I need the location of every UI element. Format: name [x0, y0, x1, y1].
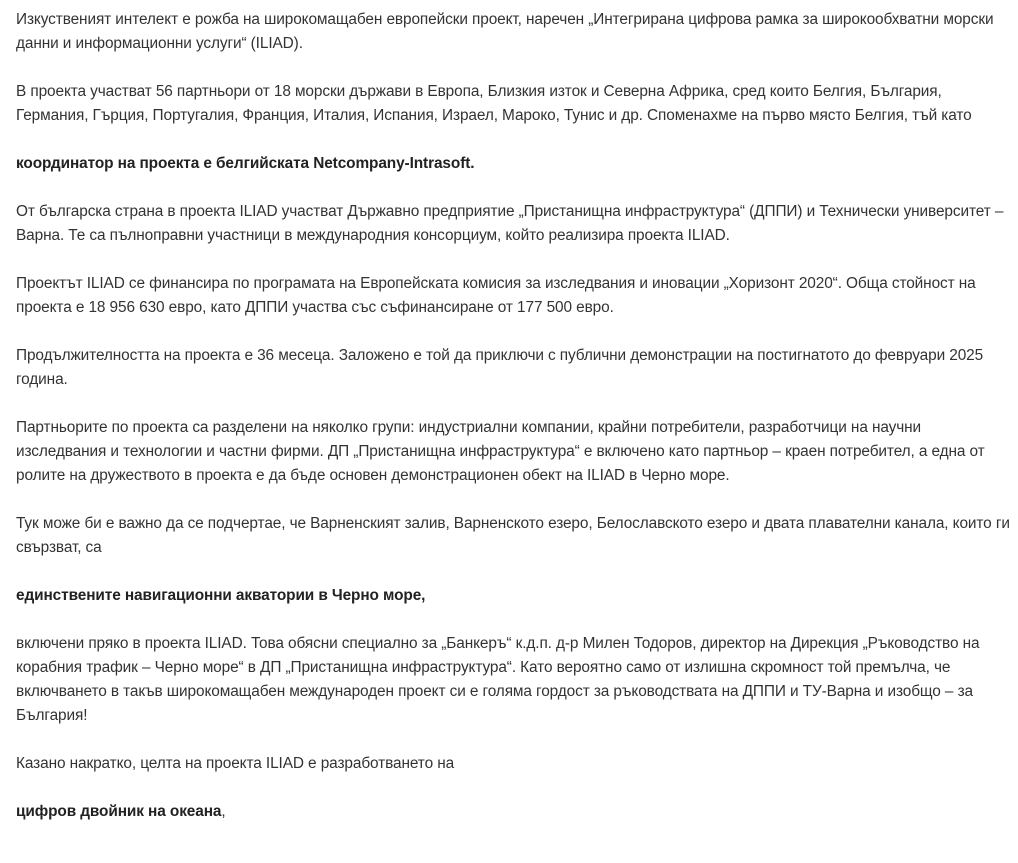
- paragraph-digital-twin: [16, 800, 1012, 824]
- paragraph-varna-waters: Тук може би е важно да се подчертае, че Варненският залив, Варненското езеро, Белославското езеро и двата плавателни канала, които ги свързват, са: [16, 515, 1010, 556]
- paragraph-duration: Продължителността на проекта е 36 месеца. Заложено е той да приключи с публични демонстрации на постигнатото до февруари 2025 година.: [16, 347, 984, 388]
- paragraph-intro: Изкуственият интелект е рожба на широкомащабен европейски проект, наречен „Интегрирана цифрова рамка за широкообхватни морски данни и информационни услуги“ (ILIAD).: [16, 11, 994, 52]
- paragraph-coordinator: [16, 152, 1012, 176]
- paragraph-funding: Проектът ILIAD се финансира по програмата на Европейската комисия за изследвания и иновации „Хоризонт 2020“. Обща стойност на проекта е 18 956 630 евро, като ДППИ участва със съфинансиране от 177 500 евро.: [16, 275, 976, 316]
- digital-twin-highlight: цифров двойник на океана: [16, 803, 222, 820]
- paragraph-goal: Казано накратко, целта на проекта ILIAD е разработването на: [16, 755, 455, 772]
- coordinator-highlight: координатор на проекта е белгийската Netcompany-Intrasoft.: [16, 155, 475, 172]
- article-body: [16, 8, 1012, 848]
- paragraph-navigation-highlight: [16, 584, 1012, 608]
- navigation-highlight: единствените навигационни акватории в Черно море,: [16, 587, 426, 604]
- paragraph-interview: включени пряко в проекта ILIAD. Това обясни специално за „Банкеръ“ к.д.п. д-р Милен Тодоров, директор на Дирекция „Ръководство на корабния трафик – Черно море“ в ДП „Пристанищна инфраструктура“. Като вероятно само от излишна скромност той премълча, че включването в такъв широкомащабен международен проект си е голяма гордост за ръководствата на ДППИ и ТУ-Варна и изобщо – за България!: [16, 635, 980, 724]
- paragraph-bulgarian-participants: От българска страна в проекта ILIAD участват Държавно предприятие „Пристанищна инфраструктура“ (ДППИ) и Технически университет – Варна. Те са пълноправни участници в международния консорциум, който реализира проекта ILIAD.: [16, 203, 1004, 244]
- digital-twin-tail: ,: [221, 803, 226, 820]
- paragraph-partner-groups: Партньорите по проекта са разделени на няколко групи: индустриални компании, крайни потребители, разработчици на научни изследвания и технологии и частни фирми. ДП „Пристанищна инфраструктура“ е включено като партньор – краен потребител, а една от ролите на дружеството в проекта е да бъде основен демонстрационен обект на ILIAD в Черно море.: [16, 419, 985, 484]
- paragraph-partners: В проекта участват 56 партньори от 18 морски държави в Европа, Близкия изток и Северна Африка, сред които Белгия, България, Германия, Гърция, Португалия, Франция, Италия, Испания, Израел, Мароко, Тунис и др. Споменахме на първо място Белгия, тъй като: [16, 83, 972, 124]
